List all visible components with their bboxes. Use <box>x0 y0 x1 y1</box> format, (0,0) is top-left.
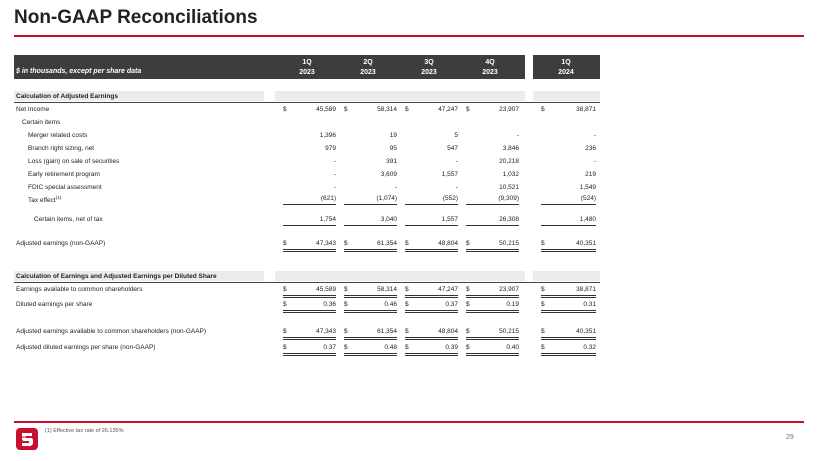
cell-underline <box>283 249 336 250</box>
cell-underline <box>466 225 519 226</box>
cell-underline <box>344 353 397 354</box>
row-label-net-income: Net Income <box>16 106 50 113</box>
currency-symbol: $ <box>405 328 409 335</box>
cell-underline <box>283 353 336 354</box>
table-cell: 0.37 <box>445 301 458 308</box>
cell-underline <box>344 225 397 226</box>
cell-underline <box>466 339 519 340</box>
cell-underline <box>466 204 519 205</box>
cell-underline <box>405 337 458 338</box>
currency-symbol: $ <box>466 240 470 247</box>
table-cell: 1,032 <box>502 171 519 178</box>
row-label-fdic: FDIC special assessment <box>28 184 102 191</box>
table-cell: 47,247 <box>438 286 458 293</box>
cell-underline <box>283 339 336 340</box>
cell-underline <box>405 353 458 354</box>
cell-underline <box>466 312 519 313</box>
currency-symbol: $ <box>541 240 545 247</box>
currency-symbol: $ <box>541 328 545 335</box>
table-cell: 50,215 <box>499 328 519 335</box>
table-cell: 58,314 <box>377 286 397 293</box>
cell-underline <box>283 251 336 252</box>
row-label-tax <box>28 195 61 204</box>
col-header-year: 2023 <box>482 69 498 76</box>
cell-underline <box>466 337 519 338</box>
table-cell: 0.37 <box>323 344 336 351</box>
section-title: Calculation of Adjusted Earnings <box>16 93 118 100</box>
col-header-q: 1Q <box>302 59 312 66</box>
cell-underline <box>283 295 336 296</box>
currency-symbol: $ <box>405 301 409 308</box>
table-cell: 0.46 <box>384 301 397 308</box>
table-cell: (552) <box>442 195 458 202</box>
table-cell: 1,396 <box>319 132 336 139</box>
currency-symbol: $ <box>541 106 545 113</box>
cell-underline <box>283 297 336 298</box>
table-cell: 38,871 <box>576 286 596 293</box>
cell-underline <box>541 204 596 205</box>
cell-underline <box>466 310 519 311</box>
table-cell: 0.36 <box>323 301 336 308</box>
col-header-q: 4Q <box>485 59 495 66</box>
cell-underline <box>541 249 596 250</box>
cell-underline <box>344 312 397 313</box>
cell-underline <box>405 355 458 356</box>
cell-underline <box>541 295 596 296</box>
footnote-marker: (1) <box>55 195 62 200</box>
table-cell: 50,215 <box>499 240 519 247</box>
table-cell: - <box>333 158 336 165</box>
cell-underline <box>541 251 596 252</box>
table-cell: 48,804 <box>438 328 458 335</box>
cell-underline <box>541 312 596 313</box>
table-cell: 20,218 <box>499 158 519 165</box>
currency-symbol: $ <box>283 328 287 335</box>
table-cell: 47,343 <box>316 240 336 247</box>
table-cell: - <box>593 158 596 165</box>
row-label-tax-text: Tax effect <box>28 197 56 205</box>
row-label-diluted-eps: Diluted earnings per share <box>16 301 93 308</box>
currency-symbol: $ <box>466 328 470 335</box>
cell-underline <box>541 225 596 226</box>
table-cell: 5 <box>454 132 458 139</box>
table-cell: (9,309) <box>498 195 519 202</box>
currency-symbol: $ <box>405 106 409 113</box>
table-cell: - <box>455 184 458 191</box>
table-cell: 10,521 <box>499 184 519 191</box>
table-cell: 0.32 <box>583 344 596 351</box>
cell-underline <box>541 337 596 338</box>
table-cell: - <box>394 184 397 191</box>
cell-underline <box>344 204 397 205</box>
table-cell: 547 <box>447 145 458 152</box>
table-cell: 45,589 <box>316 286 336 293</box>
row-label-loss: Loss (gain) on sale of securities <box>28 158 120 165</box>
table-cell: - <box>455 158 458 165</box>
cell-underline <box>344 310 397 311</box>
currency-symbol: $ <box>405 240 409 247</box>
table-cell: 23,907 <box>499 106 519 113</box>
table-cell: 48,804 <box>438 240 458 247</box>
cell-underline <box>344 337 397 338</box>
currency-symbol: $ <box>344 106 348 113</box>
table-cell: 0.48 <box>384 344 397 351</box>
table-cell: (524) <box>580 195 596 202</box>
cell-underline <box>405 251 458 252</box>
table-cell: 40,351 <box>576 240 596 247</box>
table-cell: - <box>333 171 336 178</box>
currency-symbol: $ <box>466 106 470 113</box>
table-cell: 40,351 <box>576 328 596 335</box>
section-bar <box>275 91 525 101</box>
table-cell: 1,754 <box>319 216 336 223</box>
currency-symbol: $ <box>466 286 470 293</box>
table-cell: 0.31 <box>583 301 596 308</box>
cell-underline <box>283 225 336 226</box>
table-cell: 23,907 <box>499 286 519 293</box>
cell-underline <box>541 355 596 356</box>
table-cell: 1,480 <box>579 216 596 223</box>
cell-underline <box>466 249 519 250</box>
section-title: Calculation of Earnings and Adjusted Earnings per Diluted Share <box>16 273 217 280</box>
row-label-early: Early retirement program <box>28 171 100 178</box>
cell-underline <box>466 353 519 354</box>
currency-symbol: $ <box>466 344 470 351</box>
cell-underline <box>283 312 336 313</box>
row-label-net-of-tax: Certain items, net of tax <box>34 216 103 223</box>
cell-underline <box>405 312 458 313</box>
table-cell: 47,247 <box>438 106 458 113</box>
col-header-year: 2023 <box>360 69 376 76</box>
footer-divider <box>14 421 804 423</box>
table-cell: 0.39 <box>445 344 458 351</box>
col-header-q: 3Q <box>424 59 434 66</box>
currency-symbol: $ <box>283 240 287 247</box>
cell-underline <box>405 339 458 340</box>
cell-underline <box>405 295 458 296</box>
currency-symbol: $ <box>344 286 348 293</box>
cell-underline <box>466 355 519 356</box>
table-cell: 58,314 <box>377 106 397 113</box>
currency-symbol: $ <box>344 301 348 308</box>
row-label-adjusted-earnings: Adjusted earnings (non-GAAP) <box>16 240 106 247</box>
row-label-adjusted-available: Adjusted earnings available to common shareholders (non-GAAP) <box>16 328 207 335</box>
section-divider <box>14 102 600 103</box>
col-header-year: 2023 <box>299 69 315 76</box>
table-cell: 3,040 <box>380 216 397 223</box>
table-cell: 47,343 <box>316 328 336 335</box>
row-label-certain-items: Certain items <box>22 119 61 126</box>
currency-symbol: $ <box>344 344 348 351</box>
currency-symbol: $ <box>466 301 470 308</box>
cell-underline <box>344 251 397 252</box>
unit-label: $ in thousands, except per share data <box>16 68 142 75</box>
cell-underline <box>283 310 336 311</box>
cell-underline <box>405 225 458 226</box>
cell-underline <box>466 251 519 252</box>
table-cell: 236 <box>585 145 596 152</box>
table-cell: (1,074) <box>376 195 397 202</box>
row-label-earnings-available: Earnings available to common shareholders <box>16 286 143 293</box>
page-title: Non-GAAP Reconciliations <box>14 7 258 28</box>
table-cell: 979 <box>325 145 336 152</box>
company-logo <box>16 428 38 450</box>
cell-underline <box>344 297 397 298</box>
cell-underline <box>466 297 519 298</box>
section-bar <box>275 271 525 281</box>
table-cell: 3,846 <box>502 145 519 152</box>
table-cell: 61,354 <box>377 240 397 247</box>
table-cell: - <box>593 132 596 139</box>
row-label-merger: Merger related costs <box>28 132 88 139</box>
table-cell: 61,354 <box>377 328 397 335</box>
cell-underline <box>405 310 458 311</box>
cell-underline <box>541 353 596 354</box>
footnote: (1) Effective tax rate of 26.135% <box>45 428 124 434</box>
logo-mark-icon <box>16 428 38 450</box>
table-cell: - <box>333 184 336 191</box>
col-header-q: 1Q <box>561 59 571 66</box>
section-bar <box>533 91 600 101</box>
currency-symbol: $ <box>283 106 287 113</box>
table-cell: 391 <box>386 158 397 165</box>
col-header-q: 2Q <box>363 59 373 66</box>
cell-underline <box>344 355 397 356</box>
currency-symbol: $ <box>283 344 287 351</box>
table-cell: 26,308 <box>499 216 519 223</box>
cell-underline <box>283 355 336 356</box>
table-cell: 0.19 <box>506 301 519 308</box>
table-cell: 3,609 <box>380 171 397 178</box>
row-label-adjusted-eps: Adjusted diluted earnings per share (non-GAAP) <box>16 344 156 351</box>
currency-symbol: $ <box>344 328 348 335</box>
currency-symbol: $ <box>283 286 287 293</box>
table-cell: 1,549 <box>579 184 596 191</box>
cell-underline <box>344 295 397 296</box>
table-cell: (621) <box>320 195 336 202</box>
table-cell: 45,589 <box>316 106 336 113</box>
currency-symbol: $ <box>405 286 409 293</box>
table-cell: 95 <box>389 145 397 152</box>
cell-underline <box>541 339 596 340</box>
cell-underline <box>541 310 596 311</box>
cell-underline <box>283 337 336 338</box>
table-cell: 19 <box>389 132 397 139</box>
col-header-year: 2024 <box>558 69 574 76</box>
cell-underline <box>283 204 336 205</box>
cell-underline <box>405 297 458 298</box>
currency-symbol: $ <box>344 240 348 247</box>
title-divider <box>14 35 804 37</box>
table-cell: 219 <box>585 171 596 178</box>
row-label-branch: Branch right sizing, net <box>28 145 95 152</box>
table-cell: 1,557 <box>441 171 458 178</box>
table-cell: 1,557 <box>441 216 458 223</box>
currency-symbol: $ <box>405 344 409 351</box>
currency-symbol: $ <box>541 344 545 351</box>
cell-underline <box>344 249 397 250</box>
table-cell: 0.40 <box>506 344 519 351</box>
cell-underline <box>466 295 519 296</box>
section-divider <box>14 282 600 283</box>
currency-symbol: $ <box>283 301 287 308</box>
table-cell: 38,871 <box>576 106 596 113</box>
cell-underline <box>405 249 458 250</box>
col-header-year: 2023 <box>421 69 437 76</box>
cell-underline <box>405 204 458 205</box>
table-cell: - <box>516 132 519 139</box>
section-bar <box>533 271 600 281</box>
page-number: 29 <box>786 434 794 441</box>
cell-underline <box>541 297 596 298</box>
currency-symbol: $ <box>541 301 545 308</box>
cell-underline <box>344 339 397 340</box>
currency-symbol: $ <box>541 286 545 293</box>
